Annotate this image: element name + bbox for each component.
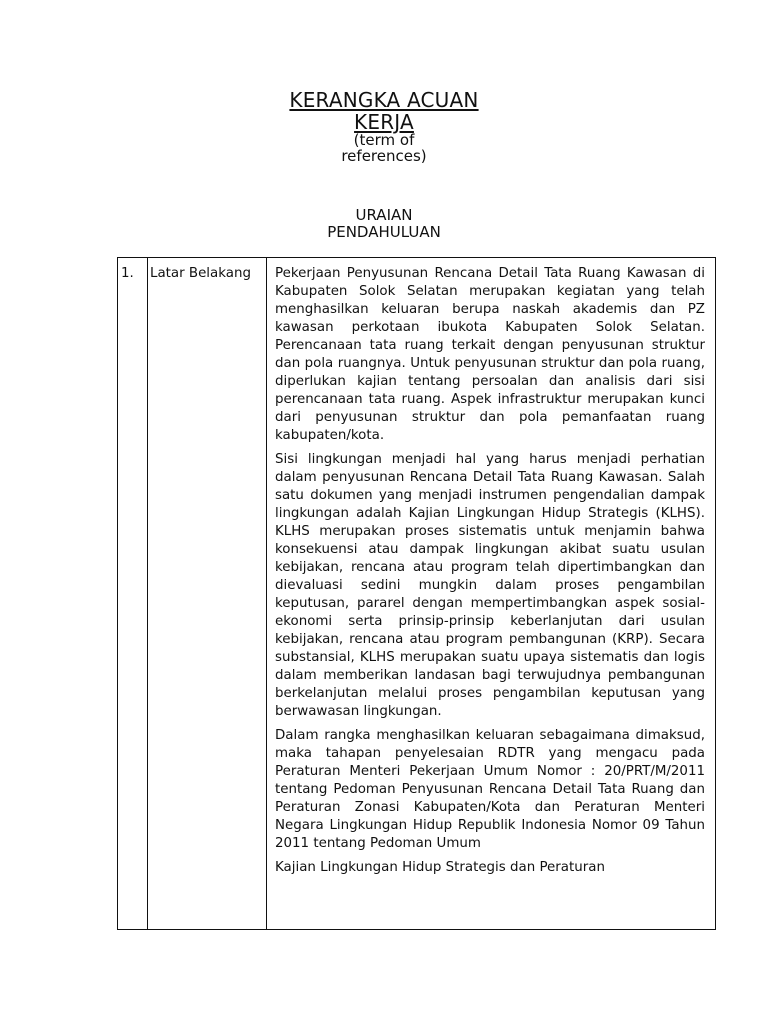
row-body-text	[275, 265, 705, 929]
subtitle-line-2: references)	[341, 146, 427, 165]
paragraph-latar-belakang-4: Kajian Lingkungan Hidup Strategis dan Peraturan	[275, 860, 605, 875]
document-subtitle	[0, 133, 768, 164]
document-title	[0, 89, 768, 133]
paragraph-latar-belakang-2: Sisi lingkungan menjadi hal yang harus menjadi perhatian dalam penyusunan Rencana Detail Tata Ruang Kawasan. Salah satu dokumen yang menjadi instrumen pengendalian dampak lingkungan adalah Kajian Lingkungan Hidup Strategis (KLHS). KLHS merupakan proses sistematis untuk menjamin bahwa konsekuensi atau dampak lingkungan akibat suatu usulan kebijakan, rencana atau program telah dipertimbangkan dan dievaluasi sedini mungkin dalam proses pengambilan keputusan, pararel dengan mempertimbangkan aspek sosial-ekonomi serta prinsip-prinsip keberlanjutan dari usulan kebijakan, rencana atau program pembangunan (KRP). Secara substansial, KLHS merupakan suatu upaya sistematis dan logis dalam memberikan landasan bagi terwujudnya pembangunan berkelanjutan melalui proses pengambilan keputusan yang berwawasan lingkungan.	[275, 452, 705, 719]
section-heading	[0, 207, 768, 241]
row-number-cell	[118, 258, 148, 930]
row-label: Latar Belakang	[150, 266, 251, 281]
section-heading-line-1: URAIAN	[355, 206, 413, 224]
paragraph-latar-belakang-3: Dalam rangka menghasilkan keluaran sebagaimana dimaksud, maka tahapan penyelesaian RDTR yang mengacu pada Peraturan Menteri Pekerjaan Umum Nomor : 20/PRT/M/2011 tentang Pedoman Penyusunan Rencana Detail Tata Ruang dan Peraturan Zonasi Kabupaten/Kota dan Peraturan Menteri Negara Lingkungan Hidup Republik Indonesia Nomor 09 Tahun 2011 tentang Pedoman Umum	[275, 728, 705, 851]
title-line-2: KERJA	[354, 110, 414, 134]
table-row	[118, 258, 716, 930]
section-heading-line-2: PENDAHULUAN	[327, 223, 441, 241]
row-body-cell	[267, 258, 716, 930]
content-table	[117, 257, 716, 930]
title-line-1: KERANGKA ACUAN	[289, 88, 479, 112]
row-label-cell	[148, 258, 267, 930]
row-number: 1.	[121, 266, 134, 281]
paragraph-latar-belakang-1: Pekerjaan Penyusunan Rencana Detail Tata Ruang Kawasan di Kabupaten Solok Selatan merupakan kegiatan yang telah menghasilkan keluaran berupa naskah akademis dan PZ kawasan perkotaan ibukota Kabupaten Solok Selatan. Perencanaan tata ruang terkait dengan penyusunan struktur dan pola ruangnya. Untuk penyusunan struktur dan pola ruang, diperlukan kajian tentang persoalan dan analisis dari sisi perencanaan tata ruang. Aspek infrastruktur merupakan kunci dari penyusunan struktur dan pola pemanfaatan ruang kabupaten/kota.	[275, 266, 705, 443]
subtitle-line-1: (term of	[353, 131, 415, 149]
